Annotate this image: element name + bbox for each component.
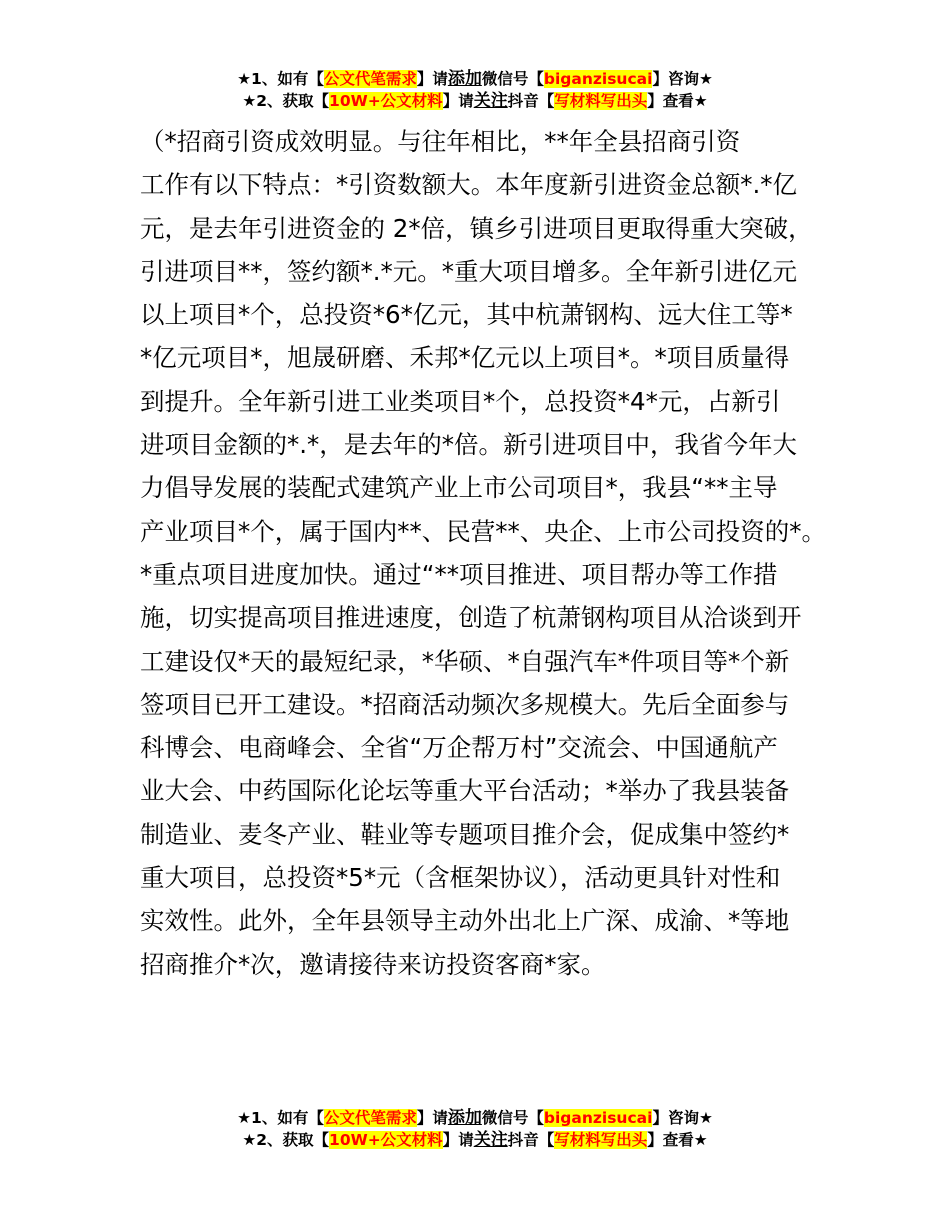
paragraph-line: *亿元项目*，旭晟研磨、禾邦*亿元以上项目*。*项目质量得 bbox=[140, 343, 790, 373]
banner-line-1: ★1、如有【公文代笔需求】请添加微信号【biganzisucai】咨询★ bbox=[237, 1108, 713, 1128]
banner-line-1: ★1、如有【公文代笔需求】请添加微信号【biganzisucai】咨询★ bbox=[237, 69, 713, 89]
paragraph-line: 工作有以下特点：*引资数额大。本年度新引进资金总额*.*亿 bbox=[140, 170, 798, 200]
paragraph-line: （*招商引资成效明显。与往年相比，**年全县招商引资 bbox=[140, 127, 741, 156]
paragraph-line: *重点项目进度加快。通过“**项目推进、项目帮办等工作措 bbox=[140, 559, 778, 589]
paragraph-line: 招商推介*次，邀请接待来访投资客商*家。 bbox=[140, 949, 606, 979]
paragraph-line: 引进项目**，签约额*.*元。*重大项目增多。全年新引进亿元 bbox=[140, 256, 798, 286]
paragraph-line: 以上项目*个，总投资*6*亿元，其中杭萧钢构、远大住工等* bbox=[140, 300, 793, 330]
douyin-account-highlight: 写材料写出头 bbox=[554, 92, 648, 110]
wechat-id-highlight: biganzisucai bbox=[543, 1109, 653, 1127]
paragraph-line: 产业项目*个，属于国内**、民营**、央企、上市公司投资的*。 bbox=[140, 516, 826, 546]
document-paragraph bbox=[140, 120, 830, 986]
banner-line-2: ★2、获取【10W+公文材料】请关注抖音【写材料写出头】查看★ bbox=[242, 91, 708, 111]
paragraph-line: 到提升。全年新引进工业类项目*个，总投资*4*元，占新引 bbox=[140, 386, 781, 416]
materials-highlight: 10W+公文材料 bbox=[329, 1131, 443, 1149]
paragraph-line: 元，是去年引进资金的 2*倍，镇乡引进项目更取得重大突破， bbox=[140, 213, 813, 243]
paragraph-line: 科博会、电商峰会、全省“万企帮万村”交流会、中国通航产 bbox=[140, 733, 778, 763]
footer-banner bbox=[0, 1107, 950, 1151]
paragraph-line: 力倡导发展的装配式建筑产业上市公司项目*，我县“**主导 bbox=[140, 473, 778, 503]
paragraph-line: 制造业、麦冬产业、鞋业等专题项目推介会，促成集中签约* bbox=[140, 819, 790, 849]
banner-line-2: ★2、获取【10W+公文材料】请关注抖音【写材料写出头】查看★ bbox=[242, 1130, 708, 1150]
paragraph-line: 重大项目，总投资*5*元（含框架协议），活动更具针对性和 bbox=[140, 863, 781, 893]
douyin-account-highlight: 写材料写出头 bbox=[554, 1131, 648, 1149]
header-banner bbox=[0, 68, 950, 112]
paragraph-line: 施，切实提高项目推进速度，创造了杭萧钢构项目从洽谈到开 bbox=[140, 603, 802, 633]
ghostwriting-highlight: 公文代笔需求 bbox=[323, 70, 417, 88]
paragraph-line: 工建设仅*天的最短纪录，*华硕、*自强汽车*件项目等*个新 bbox=[140, 646, 790, 676]
paragraph-line: 实效性。此外，全年县领导主动外出北上广深、成渝、*等地 bbox=[140, 906, 790, 936]
paragraph-line: 业大会、中药国际化论坛等重大平台活动；*举办了我县装备 bbox=[140, 776, 790, 806]
ghostwriting-highlight: 公文代笔需求 bbox=[323, 1109, 417, 1127]
paragraph-line: 签项目已开工建设。*招商活动频次多规模大。先后全面参与 bbox=[140, 689, 790, 719]
wechat-id-highlight: biganzisucai bbox=[543, 70, 653, 88]
materials-highlight: 10W+公文材料 bbox=[329, 92, 443, 110]
paragraph-line: 进项目金额的*.*，是去年的*倍。新引进项目中，我省今年大 bbox=[140, 430, 798, 460]
